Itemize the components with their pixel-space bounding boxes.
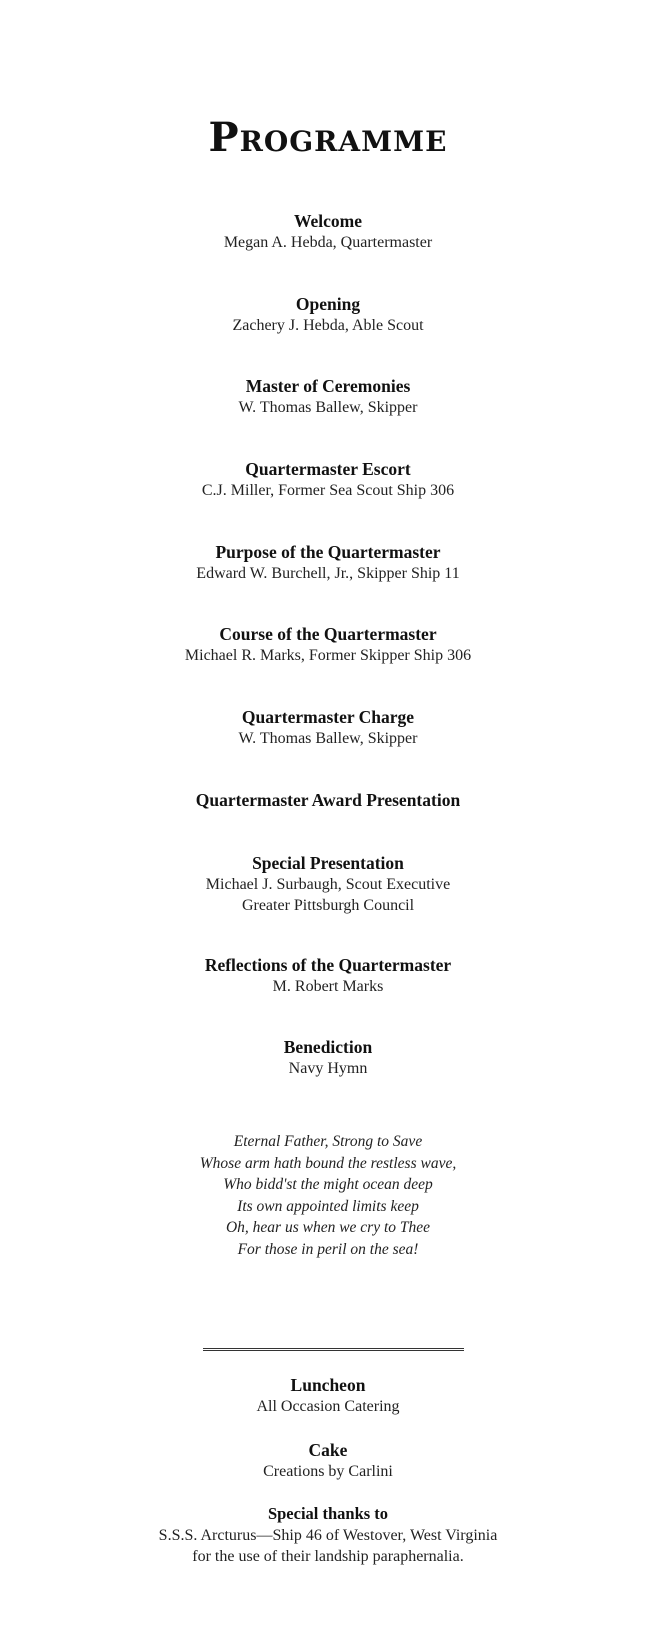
footer-cake — [0, 1439, 656, 1482]
section-heading: Opening — [295, 294, 361, 314]
footer-line: All Occasion Catering — [256, 1398, 400, 1415]
section-line: Michael J. Surbaugh, Scout Executive — [205, 876, 451, 893]
section-charge — [0, 706, 656, 749]
hymn-line: Its own appointed limits keep — [237, 1197, 419, 1215]
footer-line: for the use of their landship paraphernalia. — [192, 1548, 464, 1565]
section-heading: Quartermaster Award Presentation — [195, 790, 461, 810]
section-benediction — [0, 1036, 656, 1079]
double-rule-divider — [203, 1348, 464, 1351]
footer-heading: Luncheon — [290, 1375, 366, 1395]
hymn-line: For those in peril on the sea! — [237, 1240, 419, 1258]
section-opening — [0, 293, 656, 336]
section-line: Megan A. Hebda, Quartermaster — [223, 234, 433, 251]
section-heading: Welcome — [293, 211, 363, 231]
section-line: Edward W. Burchell, Jr., Skipper Ship 11 — [196, 565, 460, 582]
footer-heading: Cake — [308, 1440, 348, 1460]
section-line: W. Thomas Ballew, Skipper — [238, 399, 418, 416]
section-heading: Quartermaster Escort — [245, 459, 411, 479]
section-award-presentation — [0, 789, 656, 811]
hymn-line: Oh, hear us when we cry to Thee — [225, 1219, 431, 1236]
section-welcome — [0, 210, 656, 253]
section-heading: Purpose of the Quartermaster — [215, 542, 441, 562]
section-heading: Master of Ceremonies — [245, 376, 411, 396]
section-purpose — [0, 541, 656, 584]
section-master-of-ceremonies — [0, 375, 656, 418]
section-reflections — [0, 954, 656, 997]
section-line: C.J. Miller, Former Sea Scout Ship 306 — [201, 482, 455, 499]
section-line: Navy Hymn — [288, 1060, 368, 1077]
section-line: Greater Pittsburgh Council — [241, 897, 415, 914]
section-course — [0, 623, 656, 666]
hymn-line: Who bidd'st the might ocean deep — [223, 1176, 433, 1193]
page-title: Programme — [208, 114, 448, 161]
section-quartermaster-escort — [0, 458, 656, 501]
section-line: Michael R. Marks, Former Skipper Ship 306 — [184, 647, 472, 664]
section-heading: Course of the Quartermaster — [219, 624, 437, 644]
section-heading: Special Presentation — [252, 853, 404, 873]
section-heading: Quartermaster Charge — [241, 707, 415, 727]
section-line: M. Robert Marks — [272, 978, 384, 995]
section-heading: Reflections of the Quartermaster — [204, 955, 452, 975]
section-special-presentation — [0, 852, 656, 916]
section-heading: Benediction — [283, 1037, 373, 1057]
footer-special-thanks — [0, 1503, 656, 1567]
section-line: Zachery J. Hebda, Able Scout — [232, 317, 424, 334]
hymn-line: Eternal Father, Strong to Save — [233, 1133, 423, 1150]
section-line: W. Thomas Ballew, Skipper — [238, 730, 418, 747]
navy-hymn-verse — [0, 1131, 656, 1260]
footer-luncheon — [0, 1374, 656, 1417]
footer-heading: Special thanks to — [267, 1504, 389, 1523]
footer-line: Creations by Carlini — [263, 1463, 393, 1480]
hymn-line: Whose arm hath bound the restless wave, — [199, 1154, 457, 1172]
footer-line: S.S.S. Arcturus—Ship 46 of Westover, West Virginia — [158, 1527, 498, 1544]
